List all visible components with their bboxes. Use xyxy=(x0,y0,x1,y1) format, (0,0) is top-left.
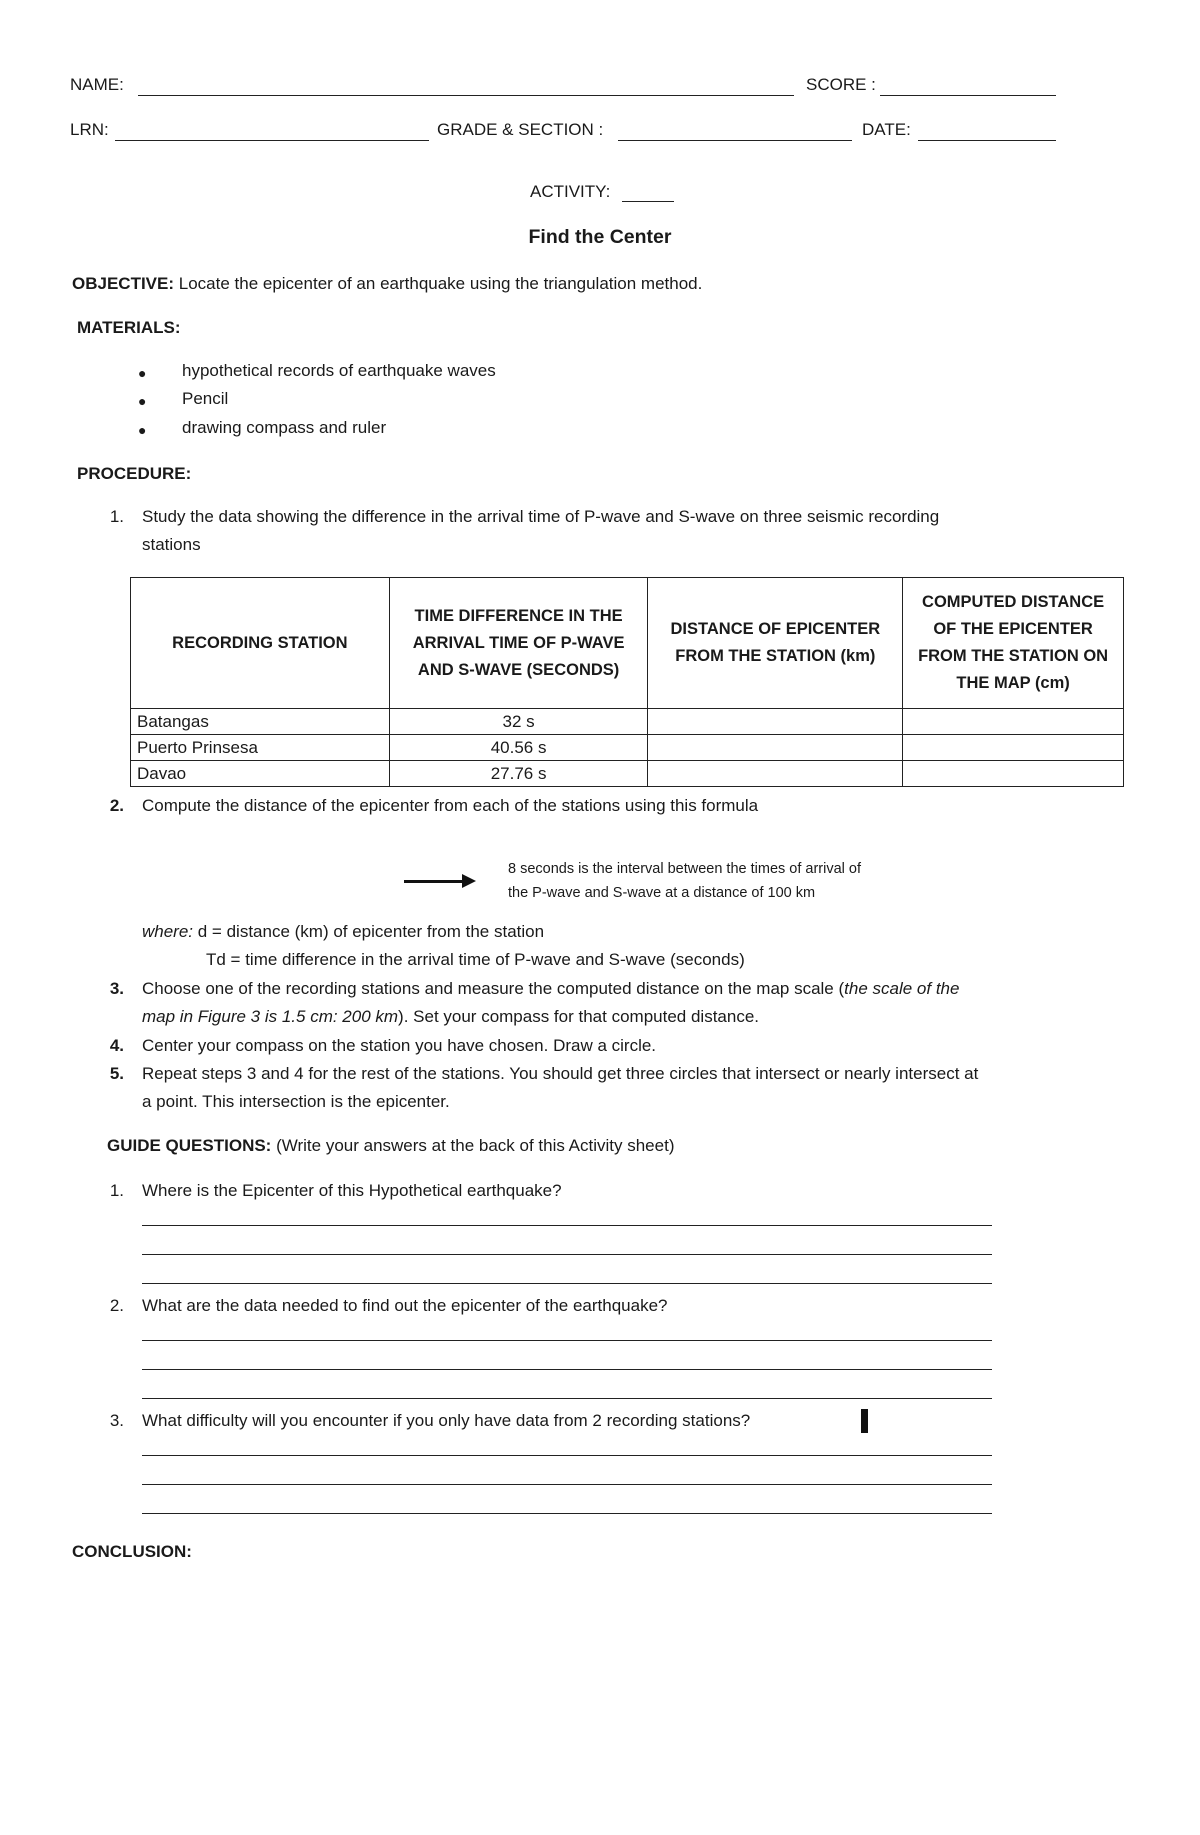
step2-text: Compute the distance of the epicenter from each of the stations using this formula xyxy=(142,796,759,815)
formula-note: 8 seconds is the interval between the times of arrival of the P-wave and S-wave at a distance of 100 km xyxy=(508,861,862,901)
where-td-text: Td = time difference in the arrival time of P-wave and S-wave (seconds) xyxy=(206,950,745,969)
where-d-text: d = distance (km) of epicenter from the station xyxy=(193,922,545,941)
date-label: DATE: xyxy=(862,120,911,139)
where-line xyxy=(142,922,544,942)
step3-italic2: map in Figure 3 is 1.5 cm: 200 km xyxy=(142,1007,399,1026)
grade-section-label: GRADE & SECTION : xyxy=(437,120,604,139)
grade-section-field[interactable] xyxy=(618,140,852,141)
header-recording-station: RECORDING STATION xyxy=(131,578,390,709)
where-label: where: xyxy=(142,922,194,941)
computed-cell[interactable] xyxy=(903,735,1124,761)
activity-number-field[interactable] xyxy=(622,201,674,202)
step1-line1: Study the data showing the difference in the arrival time of P-wave and S-wave on three seismic recording xyxy=(142,507,940,526)
step4-text: Center your compass on the station you have chosen. Draw a circle. xyxy=(142,1036,657,1055)
header-time-difference: TIME DIFFERENCE IN THE ARRIVAL TIME OF P-WAVE AND S-WAVE (SECONDS) xyxy=(389,578,648,709)
time-cell: 32 s xyxy=(389,709,648,735)
date-field[interactable] xyxy=(918,140,1056,141)
step5-line1: Repeat steps 3 and 4 for the rest of the stations. You should get three circles that intersect or nearly intersect at xyxy=(142,1064,979,1083)
computed-cell[interactable] xyxy=(903,709,1124,735)
score-label: SCORE : xyxy=(806,75,876,94)
answer-line[interactable] xyxy=(142,1283,992,1284)
step-number: 4. xyxy=(109,1036,124,1055)
step3-line1 xyxy=(142,979,959,999)
station-cell: Davao xyxy=(131,761,390,787)
objective-label: OBJECTIVE: xyxy=(72,274,175,293)
bullet-icon: ● xyxy=(138,393,147,409)
score-field[interactable] xyxy=(880,95,1056,96)
activity-label: ACTIVITY: xyxy=(530,182,611,201)
guide-questions-heading xyxy=(107,1136,674,1156)
procedure-label: PROCEDURE: xyxy=(77,464,192,483)
bullet-icon: ● xyxy=(138,422,147,438)
step3-part2: ). Set your compass for that computed distance. xyxy=(398,1007,759,1026)
answer-line[interactable] xyxy=(142,1398,992,1399)
step3-line2 xyxy=(142,1007,759,1027)
step-number: 2. xyxy=(109,796,124,815)
data-table xyxy=(130,577,1124,787)
time-cell: 40.56 s xyxy=(389,735,648,761)
page-title: Find the Center xyxy=(528,226,672,248)
list-item: hypothetical records of earthquake waves xyxy=(182,361,496,380)
answer-line[interactable] xyxy=(142,1225,992,1226)
computed-cell[interactable] xyxy=(903,761,1124,787)
step3-part1: Choose one of the recording stations and measure the computed distance on the map scale ( xyxy=(142,979,845,998)
question-text: What are the data needed to find out the epicenter of the earthquake? xyxy=(142,1296,668,1315)
time-cell: 27.76 s xyxy=(389,761,648,787)
table-header-row xyxy=(131,578,1124,709)
name-label: NAME: xyxy=(70,75,124,94)
distance-cell[interactable] xyxy=(648,709,903,735)
header-computed-distance-cm: COMPUTED DISTANCE OF THE EPICENTER FROM THE STATION ON THE MAP (cm) xyxy=(903,578,1124,709)
guide-label: GUIDE QUESTIONS: xyxy=(107,1136,272,1155)
answer-line[interactable] xyxy=(142,1455,992,1456)
step3-italic: the scale of the xyxy=(844,979,960,998)
arrow-head-icon xyxy=(462,874,476,888)
answer-line[interactable] xyxy=(142,1369,992,1370)
distance-cell[interactable] xyxy=(648,761,903,787)
name-field[interactable] xyxy=(138,95,794,96)
question-number: 3. xyxy=(109,1411,124,1430)
answer-line[interactable] xyxy=(142,1513,992,1514)
step5-line2: a point. This intersection is the epicenter. xyxy=(142,1092,450,1111)
lrn-field[interactable] xyxy=(115,140,429,141)
answer-line[interactable] xyxy=(142,1340,992,1341)
step-number: 1. xyxy=(109,507,124,526)
step-number: 5. xyxy=(109,1064,124,1083)
step1-line2: stations xyxy=(142,535,201,554)
guide-note: (Write your answers at the back of this Activity sheet) xyxy=(271,1136,675,1155)
conclusion-label: CONCLUSION: xyxy=(72,1542,192,1561)
answer-line[interactable] xyxy=(142,1254,992,1255)
materials-label: MATERIALS: xyxy=(77,318,181,337)
distance-cell[interactable] xyxy=(648,735,903,761)
bullet-icon: ● xyxy=(138,365,147,381)
objective-text: Locate the epicenter of an earthquake using the triangulation method. xyxy=(174,274,703,293)
question-number: 2. xyxy=(109,1296,124,1315)
table-row xyxy=(131,735,1124,761)
lrn-label: LRN: xyxy=(70,120,109,139)
question-text: Where is the Epicenter of this Hypothetical earthquake? xyxy=(142,1181,562,1200)
question-text: What difficulty will you encounter if you only have data from 2 recording stations? xyxy=(142,1411,751,1430)
text-cursor-icon xyxy=(861,1409,868,1433)
arrow-right-icon xyxy=(404,880,466,883)
answer-line[interactable] xyxy=(142,1484,992,1485)
table-row xyxy=(131,761,1124,787)
header-distance-km: DISTANCE OF EPICENTER FROM THE STATION (km) xyxy=(648,578,903,709)
objective xyxy=(72,274,702,294)
table-row xyxy=(131,709,1124,735)
station-cell: Puerto Prinsesa xyxy=(131,735,390,761)
list-item: Pencil xyxy=(182,389,229,408)
station-cell: Batangas xyxy=(131,709,390,735)
question-number: 1. xyxy=(109,1181,124,1200)
step-number: 3. xyxy=(109,979,124,998)
list-item: drawing compass and ruler xyxy=(182,418,387,437)
